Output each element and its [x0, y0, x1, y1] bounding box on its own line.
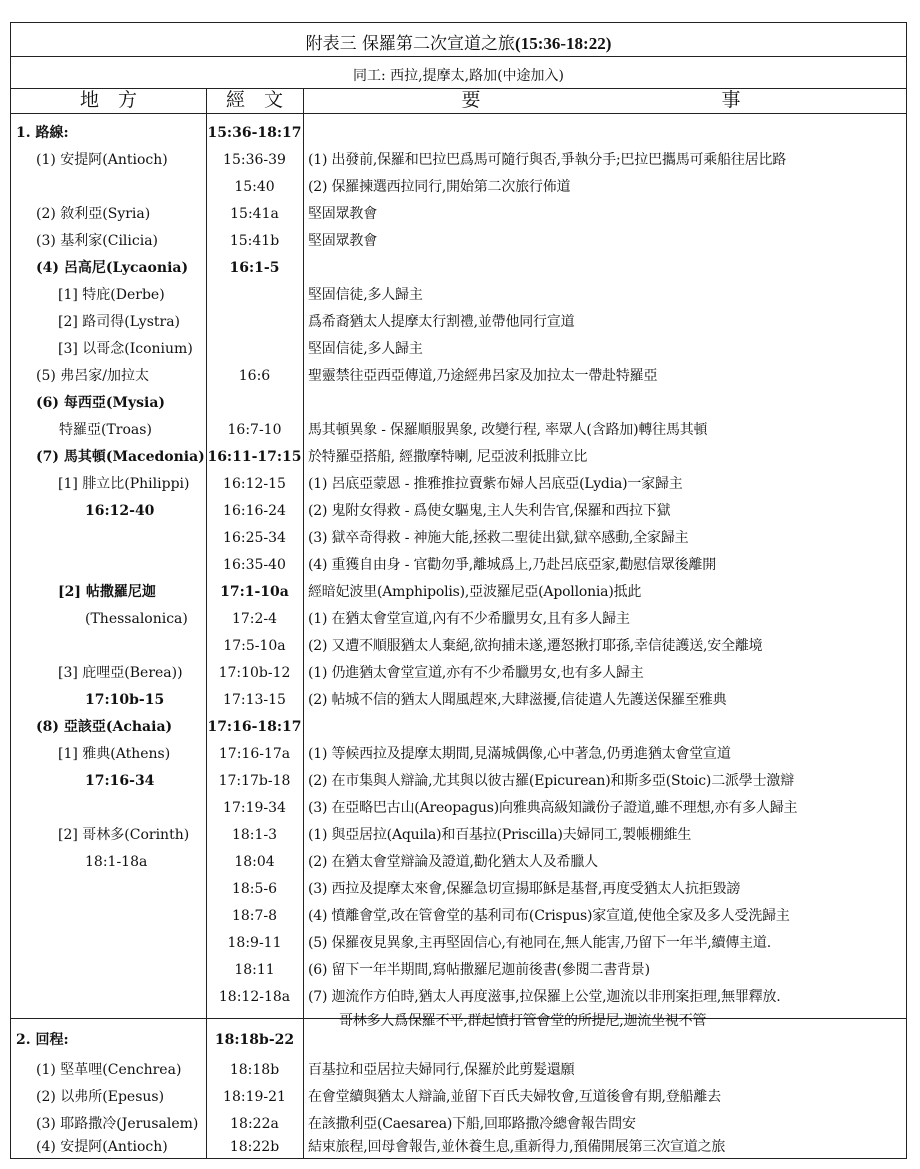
column-header-place: 地 方	[79, 89, 137, 111]
row-scripture: 18:1-3	[231, 827, 278, 843]
row-scripture: 18:9-11	[227, 935, 282, 951]
row-place: (Thessalonica)	[85, 611, 188, 627]
row-place: (3) 基利家(Cilicia)	[36, 233, 159, 249]
row-place: (8) 亞該亞(Achaia)	[36, 719, 173, 735]
row-place: (1) 堅革哩(Cenchrea)	[36, 1062, 182, 1078]
row-scripture: 16:12-15	[223, 476, 286, 492]
row-scripture: 17:16-17a	[218, 746, 291, 762]
itinerary-table	[10, 22, 907, 1159]
row-scripture: 17:17b-18	[218, 773, 291, 789]
column-rule	[303, 88, 304, 1158]
row-event: 聖靈禁往亞西亞傳道,乃途經弗呂家及加拉太一帶赴特羅亞	[308, 368, 658, 384]
row-event: (3) 獄卒奇得救 - 神施大能,拯救二聖徒出獄,獄卒感動,全家歸主	[308, 530, 689, 546]
row-place: 16:12-40	[85, 503, 155, 519]
row-scripture: 16:11-17:15	[207, 449, 302, 465]
row-event: (2) 又遭不順服猶太人棄絕,欲拘捕未遂,遷怒揪打耶孫,幸信徒護送,安全離境	[308, 638, 763, 654]
row-event: (2) 保羅揀選西拉同行,開始第二次旅行佈道	[308, 179, 571, 195]
row-event: (7) 迦流作方伯時,猶太人再度滋事,拉保羅上公堂,迦流以非刑案拒理,無罪釋放.	[308, 989, 781, 1005]
row-event: (2) 在猶太會堂辯論及證道,勸化猶太人及希臘人	[308, 854, 598, 870]
row-event: (4) 重獲自由身 - 官勸勿爭,離城爲上,乃赴呂底亞家,勸慰信眾後離開	[308, 557, 717, 573]
row-scripture: 16:16-24	[223, 503, 286, 519]
row-place: [3] 以哥念(Iconium)	[58, 341, 193, 357]
row-event: (1) 等候西拉及提摩太期間,見滿城偶像,心中著急,仍勇進猶太會堂宣道	[308, 746, 731, 762]
row-place: (5) 弗呂家/加拉太	[36, 368, 149, 384]
row-event: (2) 帖城不信的猶太人聞風趕來,大肆滋擾,信徒遣人先護送保羅至雅典	[308, 692, 727, 708]
row-scripture: 17:1-10a	[220, 584, 289, 600]
row-scripture: 15:36-39	[223, 152, 286, 168]
row-place: [1] 腓立比(Philippi)	[58, 476, 190, 492]
divider	[11, 56, 906, 57]
row-event: (4) 憤離會堂,改在管會堂的基利司布(Crispus)家宣道,使他全家及多人受洗歸主	[308, 908, 790, 924]
row-scripture: 16:6	[238, 368, 271, 384]
row-place: [1] 特庇(Derbe)	[58, 287, 165, 303]
row-scripture: 17:5-10a	[223, 638, 286, 654]
row-scripture: 18:22a	[230, 1116, 279, 1132]
row-scripture: 16:25-34	[223, 530, 286, 546]
row-place: 17:16-34	[85, 773, 155, 789]
row-event: 爲希裔猶太人提摩太行割禮,並帶他同行宣道	[308, 314, 575, 330]
row-place: 特羅亞(Troas)	[59, 422, 152, 438]
row-event: 堅固眾教會	[308, 233, 377, 249]
row-event: (1) 在猶太會堂宣道,內有不少希臘男女,且有多人歸主	[308, 611, 630, 627]
row-event: 經暗妃波里(Amphipolis),亞波羅尼亞(Apollonia)抵此	[308, 584, 642, 600]
row-event: 堅固信徒,多人歸主	[308, 287, 423, 303]
row-place: (3) 耶路撒冷(Jerusalem)	[36, 1116, 199, 1132]
row-scripture: 17:13-15	[223, 692, 286, 708]
row-event: (1) 出發前,保羅和巴拉巴爲馬可隨行與否,爭執分手;巴拉巴攜馬可乘船往居比路	[308, 152, 787, 168]
row-place: (2) 以弗所(Epesus)	[36, 1089, 165, 1105]
row-place: [3] 庇哩亞(Berea))	[58, 665, 183, 681]
row-scripture: 17:19-34	[223, 800, 286, 816]
row-scripture: 18:04	[234, 854, 275, 870]
row-event: (5) 保羅夜見異象,主再堅固信心,有祂同在,無人能害,乃留下一年半,續傳主道.	[308, 935, 771, 951]
row-event: (1) 與亞居拉(Aquila)和百基拉(Priscilla)夫婦同工,製帳棚維生	[308, 827, 692, 843]
row-scripture: 18:22b	[229, 1139, 280, 1155]
row-event: 結束旅程,回母會報告,並休養生息,重新得力,預備開展第三次宣道之旅	[308, 1139, 726, 1155]
row-place: 2. 回程:	[16, 1032, 69, 1048]
column-header-key: 要	[461, 89, 481, 111]
row-event: 於特羅亞搭船, 經撒摩特喇, 尼亞波利抵腓立比	[308, 449, 588, 465]
row-event: (3) 在亞略巴古山(Areopagus)向雅典高級知識份子證道,雖不理想,亦有多人歸主	[308, 800, 798, 816]
row-scripture: 18:12-18a	[218, 989, 291, 1005]
row-event: 在該撒利亞(Caesarea)下船,回耶路撒冷總會報告問安	[308, 1116, 636, 1132]
row-scripture: 15:40	[234, 179, 275, 195]
row-event: (3) 西拉及提摩太來會,保羅急切宣揚耶穌是基督,再度受猶太人抗拒毀謗	[308, 881, 741, 897]
row-place: 17:10b-15	[85, 692, 165, 708]
row-place: 1. 路線:	[16, 125, 69, 141]
row-event: (6) 留下一年半期間,寫帖撒羅尼迦前後書(參閱二書背景)	[308, 962, 650, 978]
row-place: (7) 馬其頓(Macedonia)	[36, 449, 205, 465]
row-place: (1) 安提阿(Antioch)	[36, 152, 168, 168]
row-event: 堅固眾教會	[308, 206, 377, 222]
row-scripture: 18:11	[234, 962, 275, 978]
column-header-events: 事	[721, 89, 741, 111]
title-text: 附表三 保羅第二次宣道之旅	[305, 34, 516, 54]
row-place: [2] 帖撒羅尼迦	[58, 584, 156, 600]
title-reference: (15:36-18:22)	[515, 34, 612, 53]
divider	[11, 113, 906, 114]
row-place: (6) 每西亞(Mysia)	[36, 395, 166, 411]
row-scripture: 16:7-10	[227, 422, 282, 438]
row-scripture: 17:16-18:17	[207, 719, 302, 735]
row-scripture: 18:7-8	[231, 908, 278, 924]
row-event: 哥林多人爲保羅不平,群起憤打管會堂的所提尼,迦流坐視不管	[339, 1013, 707, 1029]
row-scripture: 18:19-21	[223, 1089, 286, 1105]
row-place: 18:1-18a	[85, 854, 148, 870]
row-scripture: 17:10b-12	[218, 665, 291, 681]
column-header-scripture: 經 文	[225, 89, 283, 111]
row-event: 在會堂續與猶太人辯論,並留下百氏夫婦牧會,互道後會有期,登船離去	[308, 1089, 721, 1105]
row-scripture: 16:1-5	[229, 260, 280, 276]
row-event: 馬其頓異象 - 保羅順服異象, 改變行程, 率眾人(含路加)轉往馬其頓	[308, 422, 708, 438]
row-scripture: 17:2-4	[231, 611, 278, 627]
row-place: [1] 雅典(Athens)	[58, 746, 171, 762]
row-event: (2) 鬼附女得救 - 爲使女驅鬼,主人失利告官,保羅和西拉下獄	[308, 503, 671, 519]
row-scripture: 15:36-18:17	[207, 125, 302, 141]
row-scripture: 16:35-40	[223, 557, 286, 573]
row-scripture: 15:41b	[229, 233, 280, 249]
row-event: (2) 在市集與人辯論,尤其與以彼古羅(Epicurean)和斯多亞(Stoic)二派學士激辯	[308, 773, 794, 789]
row-event: 百基拉和亞居拉夫婦同行,保羅於此剪髮還願	[308, 1062, 575, 1078]
row-place: (4) 呂高尼(Lycaonia)	[36, 260, 189, 276]
row-event: 堅固信徒,多人歸主	[308, 341, 423, 357]
row-scripture: 18:18b	[229, 1062, 280, 1078]
row-place: [2] 哥林多(Corinth)	[58, 827, 190, 843]
row-scripture: 15:41a	[230, 206, 279, 222]
row-scripture: 18:5-6	[231, 881, 278, 897]
row-event: (1) 仍進猶太會堂宣道,亦有不少希臘男女,也有多人歸主	[308, 665, 644, 681]
co-workers-line: 同工: 西拉,提摩太,路加(中途加入)	[353, 68, 564, 84]
row-scripture: 18:18b-22	[214, 1032, 295, 1048]
table-title	[11, 29, 906, 54]
row-place: [2] 路司得(Lystra)	[58, 314, 181, 330]
row-event: (1) 呂底亞蒙恩 - 推雅推拉賣紫布婦人呂底亞(Lydia)一家歸主	[308, 476, 683, 492]
row-place: (4) 安提阿(Antioch)	[36, 1139, 168, 1155]
row-place: (2) 敘利亞(Syria)	[36, 206, 151, 222]
